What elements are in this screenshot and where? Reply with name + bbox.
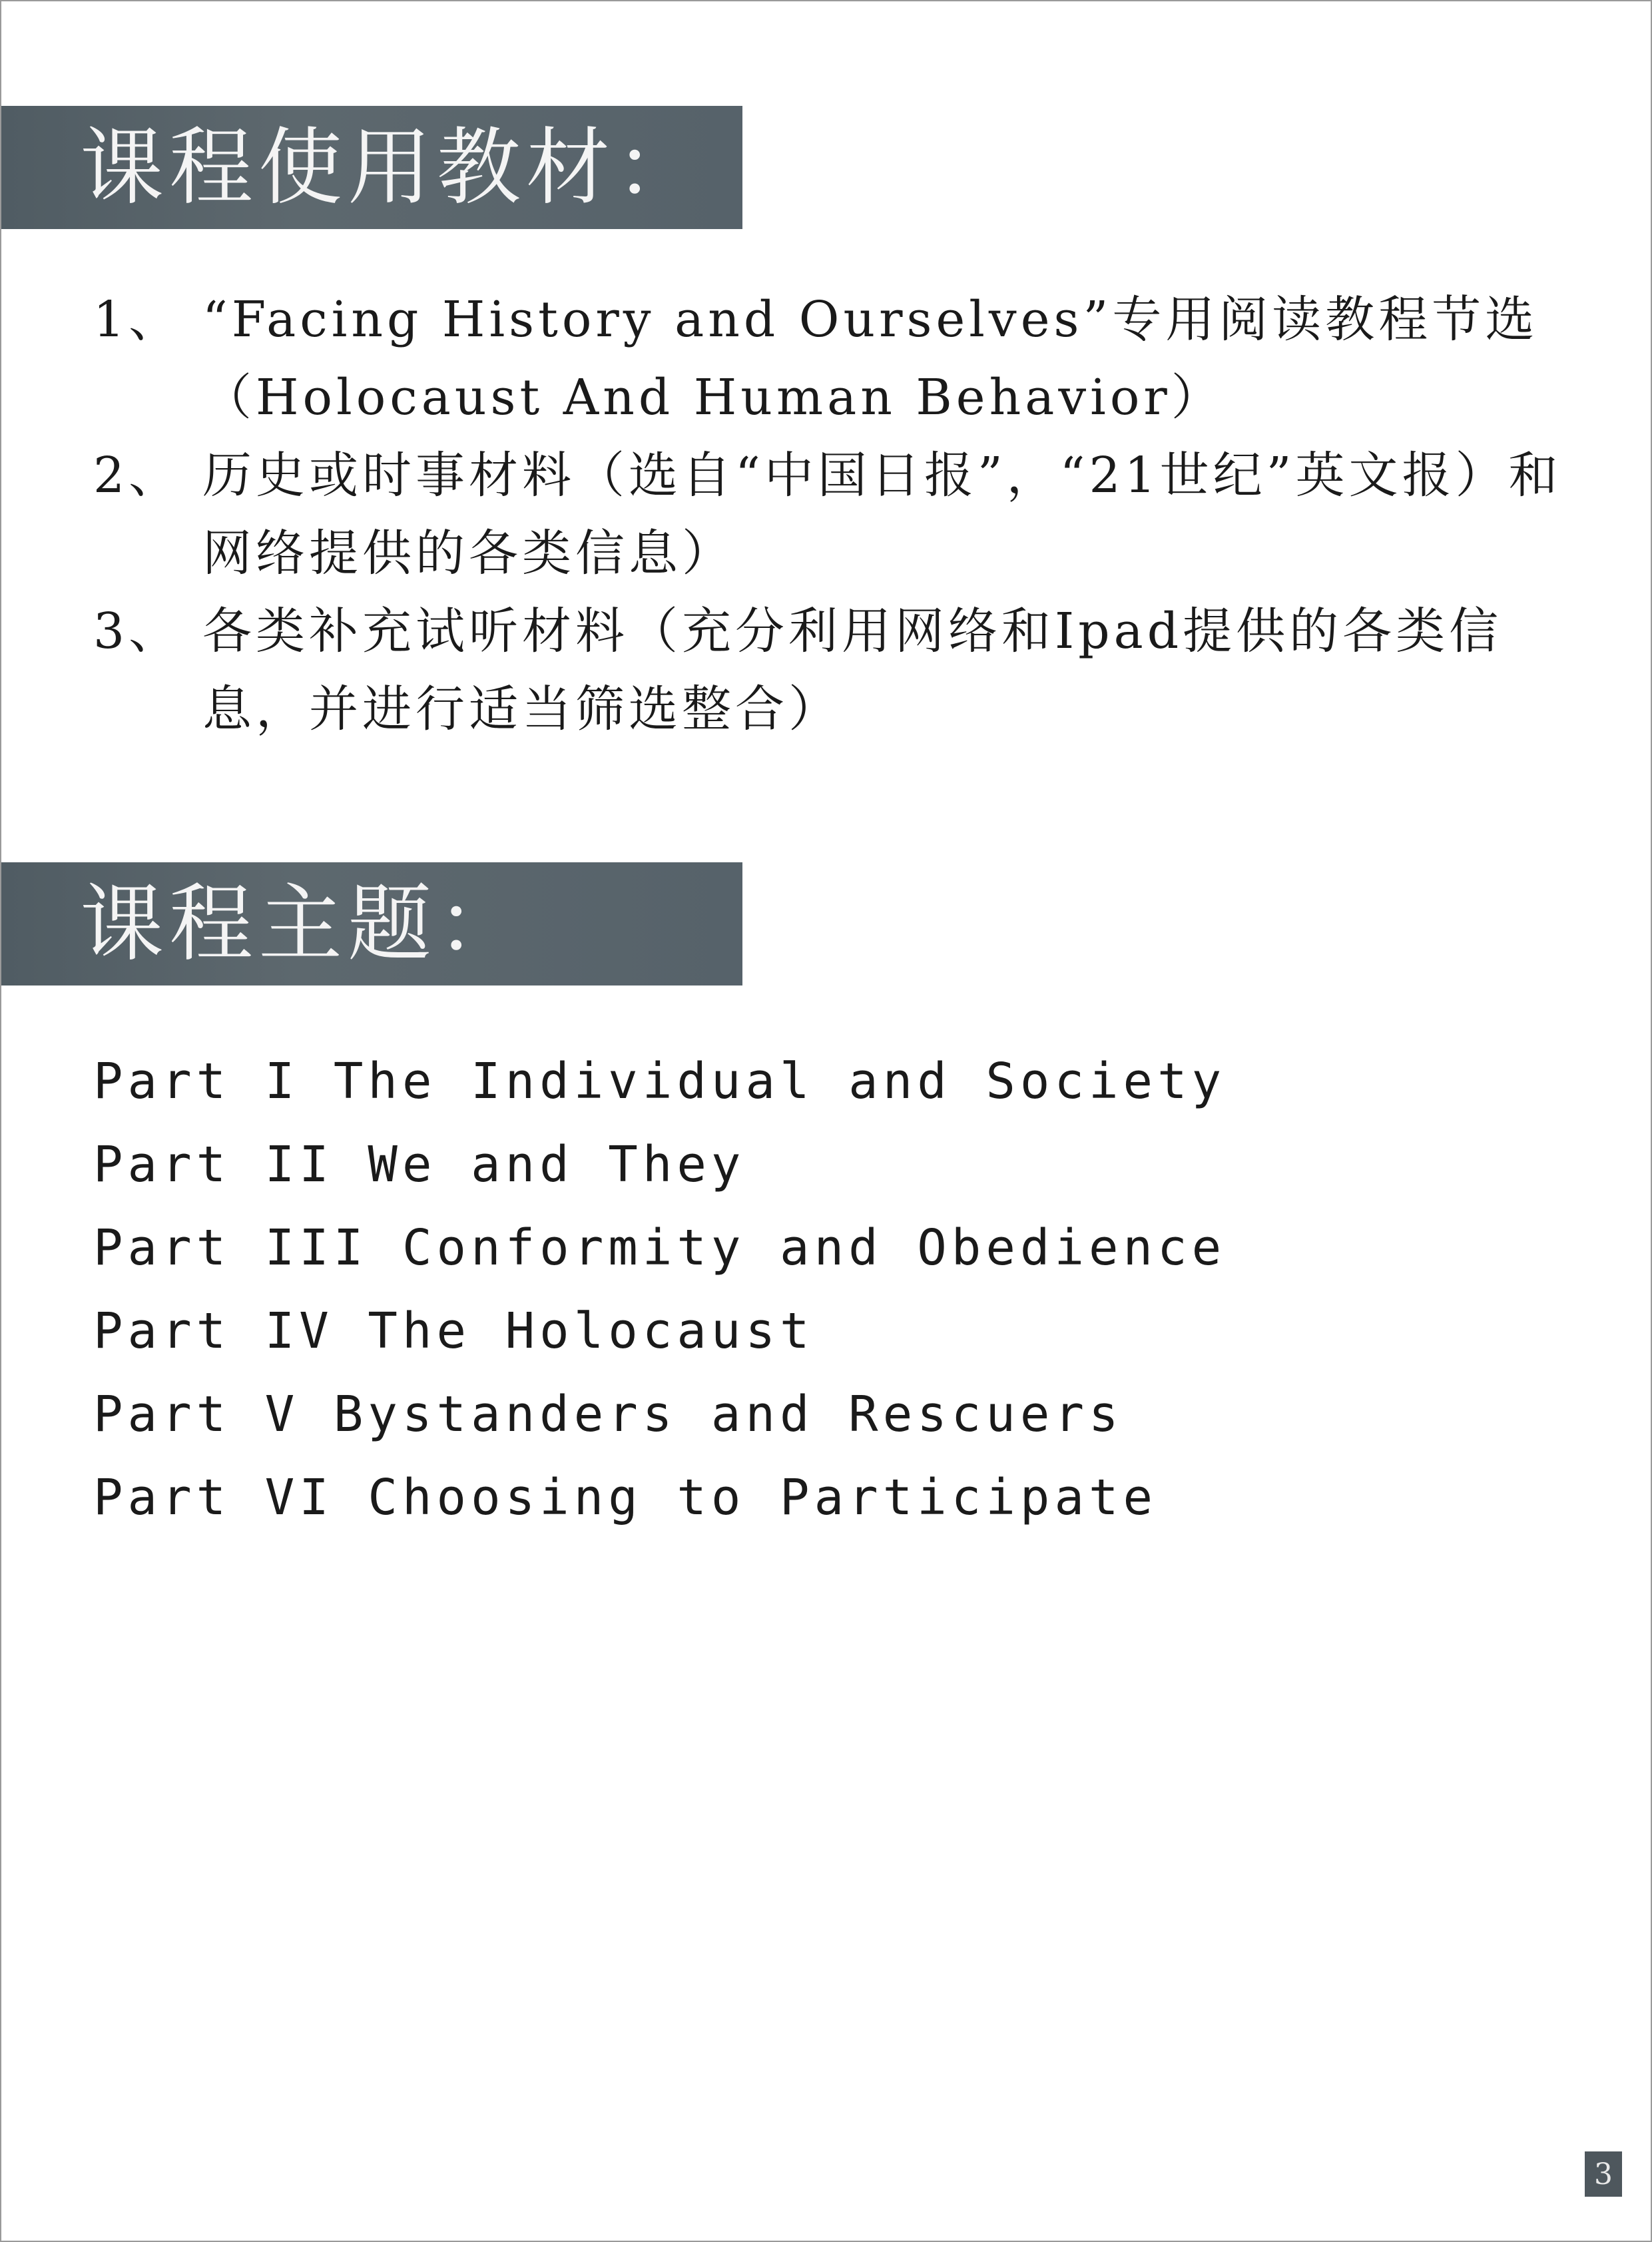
- list-item: [1, 437, 1652, 593]
- list-item-number: 3、: [93, 603, 182, 660]
- materials-heading: 课程使用教材：: [80, 118, 704, 216]
- topic-part: Part IV The Holocaust: [93, 1302, 814, 1360]
- list-item-number: 1、: [93, 291, 182, 348]
- list-item-text: 各类补充试听材料（充分利用网络和Ipad提供的各类信息，并进行适当筛选整合）: [202, 603, 1503, 738]
- topic-part: Part VI Choosing to Participate: [93, 1469, 1158, 1526]
- list-item-text: “Facing History and Ourselves”专用阅读教程节选（Holocaust And Human Behavior）: [202, 291, 1539, 426]
- topics-heading: 课程主题：: [80, 874, 526, 973]
- materials-list: [1, 281, 1652, 748]
- list-item: [1, 281, 1652, 437]
- list-item-number: 2、: [93, 447, 182, 504]
- topic-part: Part II We and They: [93, 1136, 746, 1193]
- materials-heading-banner: [1, 106, 742, 229]
- list-item: [1, 593, 1652, 748]
- list-item-text: 历史或时事材料（选自“中国日报”，“21世纪”英文报）和网络提供的各类信息）: [202, 447, 1562, 582]
- topics-heading-banner: [1, 862, 742, 985]
- page-number: 3: [1585, 2151, 1622, 2197]
- topic-part: Part I The Individual and Society: [93, 1053, 1227, 1110]
- topics-list: [93, 1040, 1226, 1540]
- topic-part: Part V Bystanders and Rescuers: [93, 1386, 1123, 1443]
- topic-part: Part III Conformity and Obedience: [93, 1219, 1227, 1276]
